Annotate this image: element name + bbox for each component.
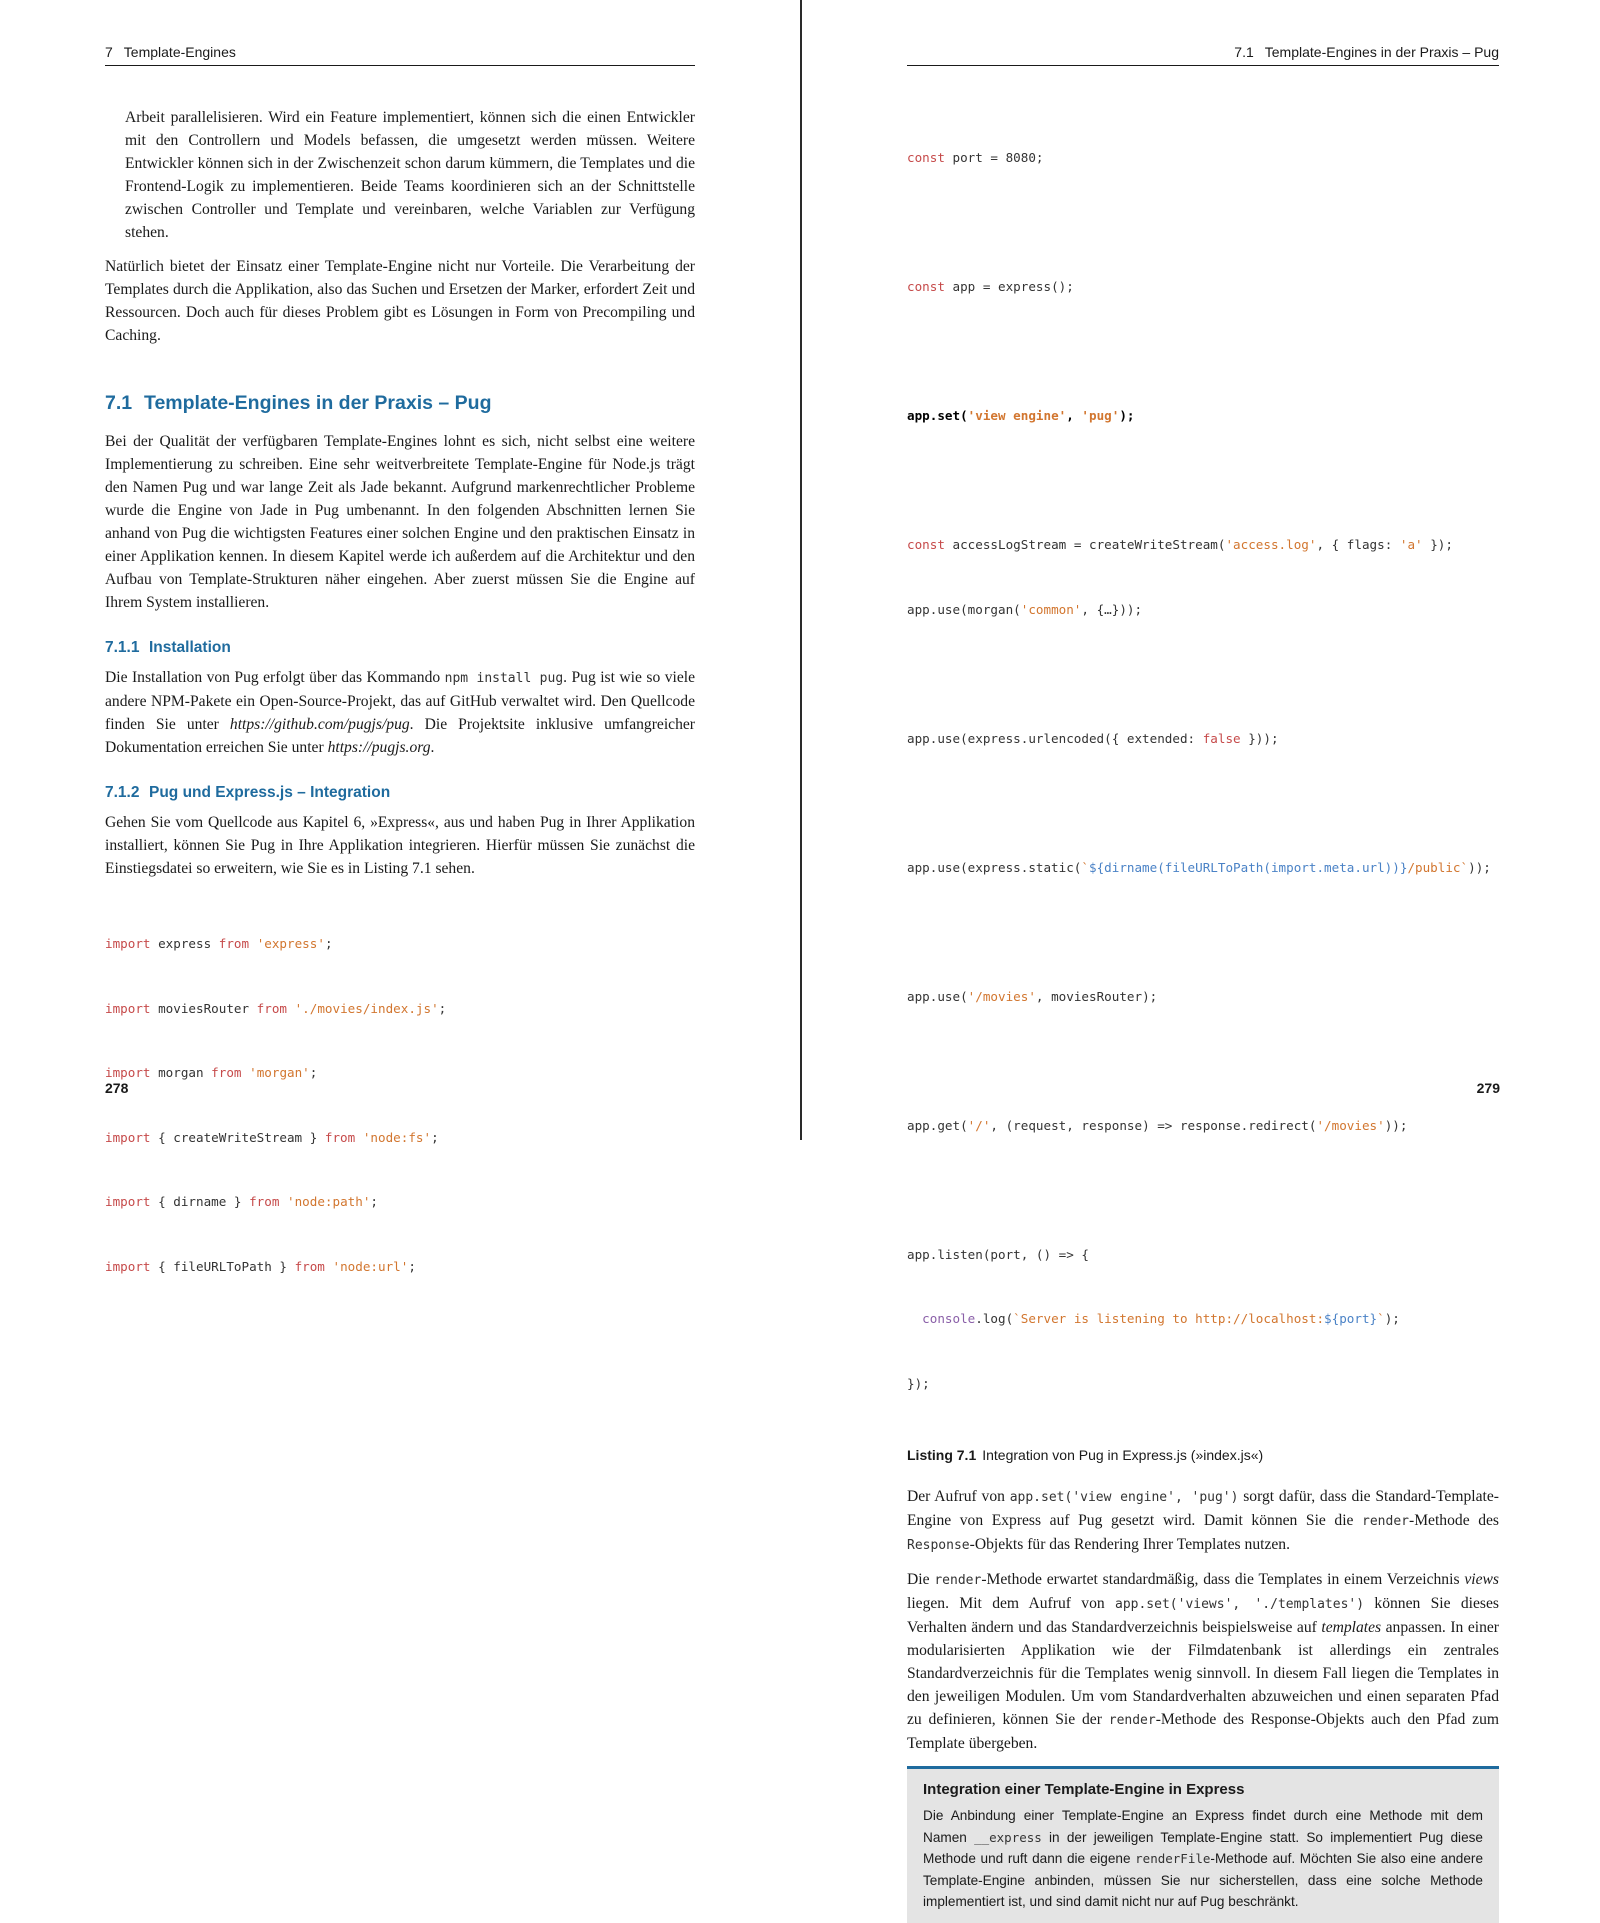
continued-paragraph: Arbeit parallelisieren. Wird ein Feature implementiert, können sich die einen Entwickler mit den Controllern und Models befassen, die umgesetzt werden müssen. Weitere Entwickler können sich in der Zwischenzeit schon darum kümmern, die Templates und die Frontend-Logik zu implementieren. Beide Teams koordinieren sich an der Schnittstelle zwischen Controller und Template und vereinbaren, welche Variablen zur Verfügung stehen.	[125, 109, 695, 241]
code-text: , moviesRouter);	[1035, 988, 1158, 1004]
code-listing-imports	[105, 890, 695, 1320]
running-header	[105, 43, 695, 66]
inline-code: render	[934, 1573, 982, 1588]
code-text: app.get(	[907, 1117, 968, 1133]
keyword: const	[907, 279, 945, 294]
code-text: app.set(	[907, 408, 968, 423]
inline-code: npm install pug	[444, 671, 564, 686]
page-number: 278	[105, 1080, 129, 1096]
pugjs-url: https://pugjs.org	[327, 739, 431, 756]
string: 'morgan'	[249, 1065, 310, 1080]
inline-code: Response	[907, 1538, 970, 1553]
section-title: Template-Engines in der Praxis – Pug	[144, 392, 492, 414]
code-line-highlighted	[907, 405, 1499, 427]
subsection-title: Pug und Express.js – Integration	[149, 784, 391, 801]
keyword: import	[105, 1258, 151, 1274]
code-line	[105, 933, 695, 955]
code-text: );	[1119, 408, 1135, 423]
code-text: app.use(express.urlencoded({ extended:	[907, 730, 1203, 746]
keyword: const	[907, 150, 945, 165]
code-text: app.use(morgan(	[907, 601, 1021, 617]
string: `	[1081, 859, 1089, 875]
code-line	[907, 1244, 1499, 1266]
code-line	[105, 1062, 695, 1084]
github-url: https://github.com/pugjs/pug	[229, 716, 410, 733]
text: anpassen. In einer modularisierten Applikation wie der Filmdatenbank ist allerdings ein zentrales Standardverzeichnis für die Templates wenig sinnvoll. In diesem Fall liegen die Templates in den jeweiligen Modulen. Um vom Standardverhalten abzuweichen und einen separaten Pfad zu definieren, können Sie der	[907, 1619, 1500, 1728]
emphasis: templates	[1321, 1619, 1382, 1636]
string: 'node:url'	[332, 1258, 409, 1274]
info-box-title: Integration einer Template-Engine in Express	[923, 1781, 1245, 1798]
keyword: from	[211, 1065, 242, 1080]
text: sorgt dafür, dass die Standard-Template-Engine von Express auf Pug gesetzt wird. Damit können Sie die	[907, 1488, 1499, 1529]
right-body	[907, 104, 1499, 1923]
code-blank-line	[907, 663, 1499, 685]
listing-caption	[907, 1445, 1499, 1465]
code-line	[105, 1127, 695, 1149]
inline-code: render	[1108, 1713, 1156, 1728]
code-text: app.use(	[907, 988, 968, 1004]
string: `	[1377, 1311, 1385, 1326]
keyword: const	[907, 537, 945, 552]
paragraph	[907, 1568, 1499, 1755]
template-variable: ${dirname(fileURLToPath(import.meta.url))}	[1088, 859, 1408, 875]
section-heading	[105, 390, 695, 416]
string: './movies/index.js'	[294, 1000, 439, 1016]
punct: ;	[324, 936, 333, 951]
keyword: import	[105, 936, 151, 951]
string: 'a'	[1399, 537, 1423, 552]
code-listing-express	[907, 104, 1499, 1437]
code-blank-line	[907, 921, 1499, 943]
paragraph: Bei der Qualität der verfügbaren Template-Engines lohnt es sich, nicht selbst eine weitere Implementierung zu schreiben. Eine sehr weitverbreitete Template-Engine für Node.js trägt den Namen Pug und war lange Zeit als Jade bekannt. Aufgrund markenrechtlicher Probleme wurde die Engine von Jade in Pug umbenannt. In den folgenden Abschnitten lernen Sie anhand von Pug die wichtigsten Features einer solchen Engine und den praktischen Einsatz in einer Applikation kennen. In diesem Kapitel werde ich außerdem auf die Architektur und den Aufbau von Template-Strukturen näher eingehen. Aber zuerst müssen Sie die Engine auf Ihrem System installieren.	[105, 433, 695, 611]
subsection-heading-installation	[105, 638, 695, 658]
caption-label: Listing 7.1	[907, 1447, 977, 1463]
code-line	[105, 1191, 695, 1213]
keyword: import	[105, 1129, 151, 1145]
code-line	[907, 599, 1499, 621]
text: -Methode des Response-Objekts auch den Pfad zum Template übergeben.	[907, 1711, 1499, 1752]
code-text: app.listen(port, () => {	[907, 1246, 1089, 1262]
code-blank-line	[907, 212, 1499, 234]
left-body	[105, 106, 695, 1320]
text: .	[430, 739, 435, 756]
punct: ;	[370, 1194, 379, 1209]
string: 'node:fs'	[362, 1129, 432, 1145]
text: Die Anbindung einer Template-Engine an Express findet durch eine Methode mit dem Namen	[923, 1808, 1483, 1845]
code-text: , {…}));	[1081, 601, 1143, 617]
subsection-number: 7.1.1	[105, 639, 140, 656]
code-blank-line	[907, 1179, 1499, 1201]
code-line	[907, 147, 1499, 169]
text: Der Aufruf von	[907, 1488, 1010, 1505]
text: in der jeweiligen Template-Engine statt. So implementiert Pug diese Methode und ruft dann die eigene	[923, 1829, 1483, 1866]
subsection-number: 7.1.2	[105, 784, 140, 801]
right-page	[804, 0, 1600, 1909]
string: 'view engine'	[967, 408, 1067, 423]
code-line	[907, 986, 1499, 1008]
identifier: morgan	[150, 1065, 212, 1080]
punct: ;	[309, 1065, 318, 1080]
punct: ;	[438, 1000, 447, 1016]
code-line	[907, 534, 1499, 556]
keyword: from	[294, 1258, 325, 1274]
keyword: false	[1202, 730, 1241, 746]
code-blank-line	[907, 1050, 1499, 1072]
keyword: from	[324, 1129, 356, 1145]
code-text: app = express();	[944, 279, 1074, 294]
inline-code: __express	[974, 1829, 1042, 1845]
code-text: , { flags:	[1316, 537, 1400, 552]
book-gutter	[800, 0, 802, 1140]
code-line	[907, 276, 1499, 298]
emphasis: views	[1464, 1571, 1499, 1588]
code-text: , (request, response) => response.redirect(	[990, 1117, 1317, 1133]
code-text: port = 8080;	[944, 150, 1044, 165]
text: -Methode des	[1409, 1512, 1499, 1529]
inline-code: render	[1362, 1514, 1409, 1529]
inline-code: renderFile	[1135, 1851, 1211, 1866]
caption-text: Integration von Pug in Express.js (»index.js«)	[982, 1447, 1264, 1463]
keyword: from	[249, 1194, 280, 1209]
subsection-heading-integration	[105, 783, 695, 803]
keyword: from	[218, 936, 250, 951]
code-blank-line	[907, 470, 1499, 492]
code-line	[105, 1256, 695, 1278]
code-text: ));	[1384, 1117, 1408, 1133]
identifier: { dirname }	[150, 1194, 250, 1209]
text: Die	[907, 1571, 935, 1588]
code-text: ));	[1468, 859, 1491, 875]
code-text: app.use(express.static(	[907, 859, 1082, 875]
string: `Server is listening to http://localhost:	[1013, 1311, 1325, 1326]
running-header	[907, 43, 1499, 66]
string: '/movies'	[967, 988, 1036, 1004]
string: 'pug'	[1081, 408, 1120, 423]
console-object: console	[922, 1311, 976, 1326]
identifier: { createWriteStream }	[150, 1129, 325, 1145]
code-text: accessLogStream = createWriteStream(	[944, 537, 1226, 552]
page-number: 279	[1476, 1080, 1500, 1096]
paragraph: Gehen Sie vom Quellcode aus Kapitel 6, »Express«, aus und haben Pug in Ihrer Applikation installiert, können Sie Pug in Ihre Applikation integrieren. Hierfür müssen Sie zunächst die Einstiegsdatei so erweitern, wie Sie es in Listing 7.1 sehen.	[105, 814, 695, 877]
code-text: });	[1422, 537, 1453, 552]
keyword: from	[256, 1000, 287, 1016]
code-text: );	[1384, 1311, 1400, 1326]
text: . Pug ist wie so viele andere NPM-Pakete ein Open-Source-Projekt, das auf GitHub verwaltet wird. Den Quellcode finden Sie unter	[105, 669, 695, 733]
code-text: });	[907, 1375, 930, 1391]
string: 'express'	[256, 936, 325, 951]
template-variable: ${port}	[1324, 1311, 1378, 1326]
code-text: .log(	[975, 1311, 1014, 1326]
identifier: moviesRouter	[150, 1000, 257, 1016]
subsection-title: Installation	[149, 639, 231, 656]
chapter-title: Template-Engines	[123, 44, 236, 60]
code-blank-line	[907, 792, 1499, 814]
code-line	[105, 998, 695, 1020]
string: '/movies'	[1316, 1117, 1385, 1133]
identifier: express	[150, 936, 219, 951]
string: 'common'	[1020, 601, 1082, 617]
section-number: 7.1	[1234, 44, 1254, 60]
text: können Sie dieses Verhalten ändern und das Standardverzeichnis beispielsweise auf	[907, 1595, 1499, 1636]
text: Die Installation von Pug erfolgt über das Kommando	[105, 669, 445, 686]
punct: ;	[431, 1129, 439, 1145]
text: . Die Projektsite inklusive umfangreicher Dokumentation erreichen Sie unter	[105, 716, 696, 756]
keyword: import	[105, 1065, 151, 1080]
string: /public`	[1407, 859, 1469, 875]
info-box-text	[923, 1805, 1483, 1913]
left-page	[0, 0, 800, 1274]
code-line	[907, 1308, 1499, 1330]
inline-code: app.set('view engine', 'pug')	[1009, 1490, 1239, 1505]
code-blank-line	[907, 341, 1499, 363]
code-line	[907, 1373, 1499, 1395]
section-title: Template-Engines in der Praxis – Pug	[1264, 44, 1499, 60]
paragraph	[907, 1485, 1499, 1557]
paragraph: Natürlich bietet der Einsatz einer Template-Engine nicht nur Vorteile. Die Verarbeitung der Templates durch die Applikation, also das Suchen und Ersetzen der Marker, erfordert Zeit und Ressourcen. Doch auch für dieses Problem gibt es Lösungen in Form von Precompiling und Caching.	[105, 258, 695, 344]
text: -Methode erwartet standardmäßig, dass die Templates in einem Verzeichnis	[981, 1571, 1465, 1588]
text: -Objekts für das Rendering Ihrer Templates nutzen.	[969, 1536, 1290, 1553]
keyword: import	[105, 1194, 151, 1209]
code-text: }));	[1240, 730, 1279, 746]
identifier: { fileURLToPath }	[150, 1258, 295, 1274]
text: liegen. Mit dem Aufruf von	[907, 1595, 1115, 1612]
chapter-number: 7	[105, 44, 113, 60]
install-paragraph	[105, 666, 695, 759]
keyword: import	[105, 1000, 151, 1016]
text: -Methode auf. Möchten Sie also eine andere Template-Engine anbinden, müssen Sie nur sicherstellen, dass eine solche Methode implementiert ist, und sind damit nicht nur auf Pug beschränkt.	[923, 1851, 1483, 1909]
string: 'node:path'	[287, 1194, 371, 1209]
section-number: 7.1	[105, 392, 133, 414]
code-text: ,	[1066, 408, 1082, 423]
string: '/'	[967, 1117, 991, 1133]
code-line	[907, 857, 1499, 879]
info-box	[907, 1766, 1499, 1923]
inline-code: app.set('views', './templates')	[1115, 1597, 1365, 1612]
string: 'access.log'	[1225, 537, 1317, 552]
punct: ;	[408, 1258, 416, 1274]
code-line	[907, 728, 1499, 750]
code-line	[907, 1115, 1499, 1137]
